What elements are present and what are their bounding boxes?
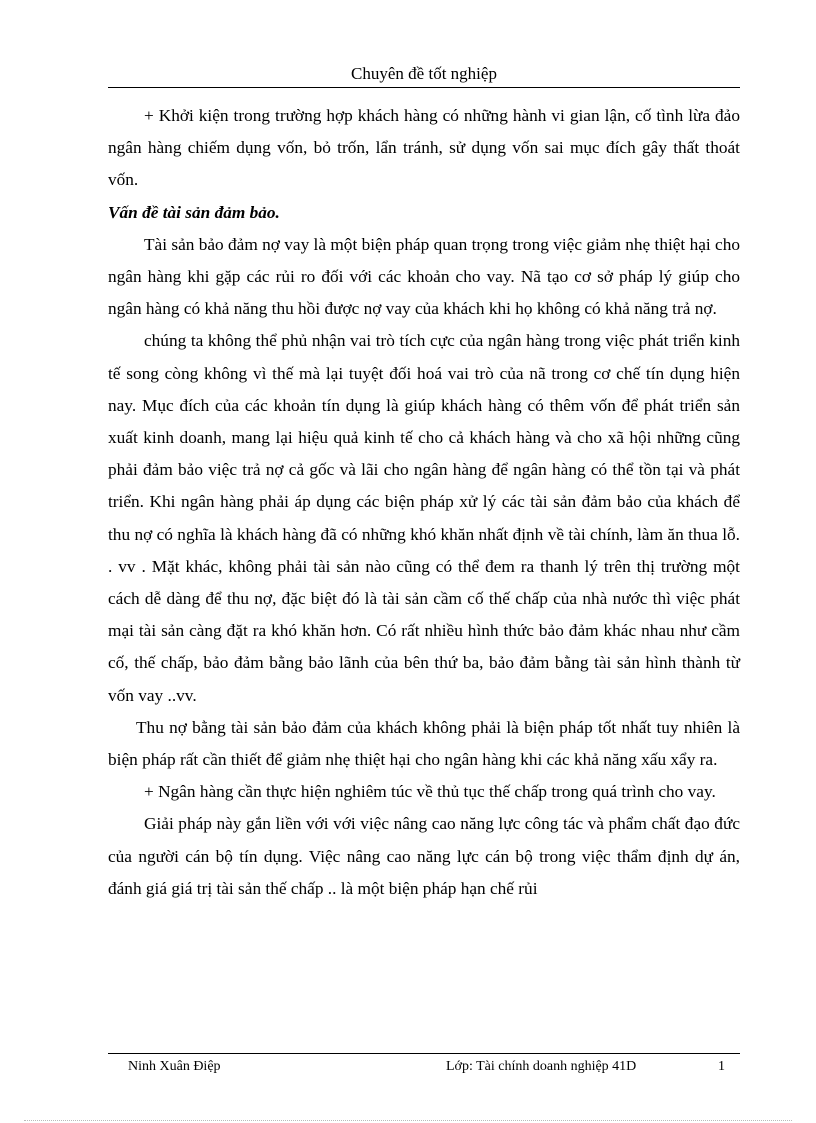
paragraph-mortgage-procedure: + Ngân hàng cần thực hiện nghiêm túc về thủ tục thế chấp trong quá trình cho vay. xyxy=(144,782,716,802)
paragraph-debt-collection: Thu nợ bằng tài sản bảo đảm của khách không phải là biện pháp tốt nhất tuy nhiên là biện pháp rất cần thiết để giảm nhẹ thiệt hại cho ngân hàng khi các khả năng xấu xẩy ra. xyxy=(108,717,740,770)
footer-author: Ninh Xuân Điệp xyxy=(128,1059,221,1074)
paragraph-bank-role: chúng ta không thể phủ nhận vai trò tích cực của ngân hàng trong việc phát triển kinh tế song còng không vì thế mà lại tuyệt đối hoá vai trò của nã trong cơ chế tín dụng hiện nay. Mục đích của các khoản tín dụng là giúp khách hàng có thêm vốn để phát triển sản xuất kinh doanh, mang lại hiệu quả kinh tế cho cả khách hàng và cho xã hội những cũng phải đảm bảo việc trả nợ cả gốc và lãi cho ngân hàng để ngân hàng có thể tồn tại và phát triển. Khi ngân hàng phải áp dụng các biện pháp xử lý các tài sản đảm bảo của khách để thu nợ có nghĩa là khách hàng đã có những khó khăn nhất định về tài chính, làm ăn thua lỗ. . vv . Mặt khác, không phải tài sản nào cũng có thể đem ra thanh lý trên thị trường một cách dễ dàng để thu nợ, đặc biệt đó là tài sản cầm cố thế chấp của nhà nước thì việc phát mại tài sản càng đặt ra khó khăn hơn. Có rất nhiều hình thức bảo đảm khác nhau như cầm cố, thế chấp, bảo đảm bằng bảo lãnh của bên thứ ba, bảo đảm bằng tài sản hình thành từ vốn vay ..vv. xyxy=(108,331,740,705)
page-bottom-edge xyxy=(24,1120,792,1121)
section-heading: Vấn đề tài sản đảm bảo. xyxy=(108,202,280,222)
paragraph-solution: Giải pháp này gắn liền với với việc nâng cao năng lực công tác và phẩm chất đạo đức của người cán bộ tín dụng. Việc nâng cao năng lực cán bộ trong việc thẩm định dự án, đánh giá giá trị tài sản thế chấp .. là một biện pháp hạn chế rủi xyxy=(108,814,740,898)
document-body xyxy=(108,100,740,905)
footer-divider xyxy=(108,1053,740,1054)
page-header: Chuyên đề tốt nghiệp xyxy=(108,64,740,88)
footer-class: Lớp: Tài chính doanh nghiệp 41D xyxy=(446,1059,637,1074)
paragraph-collateral-intro: Tài sản bảo đảm nợ vay là một biện pháp quan trọng trong việc giảm nhẹ thiệt hại cho ngân hàng khi gặp các rủi ro đối với các khoản cho vay. Nã tạo cơ sở pháp lý giúp cho ngân hàng có khả năng thu hồi được nợ vay của khách khi họ không có khả năng trả nợ. xyxy=(108,234,740,319)
page-number: 1 xyxy=(718,1059,725,1074)
paragraph-lawsuit: + Khởi kiện trong trường hợp khách hàng có những hành vi gian lận, cố tình lừa đảo ngân hàng chiếm dụng vốn, bỏ trốn, lẩn tránh, sử dụng vốn sai mục đích gây thất thoát vốn. xyxy=(108,106,740,190)
